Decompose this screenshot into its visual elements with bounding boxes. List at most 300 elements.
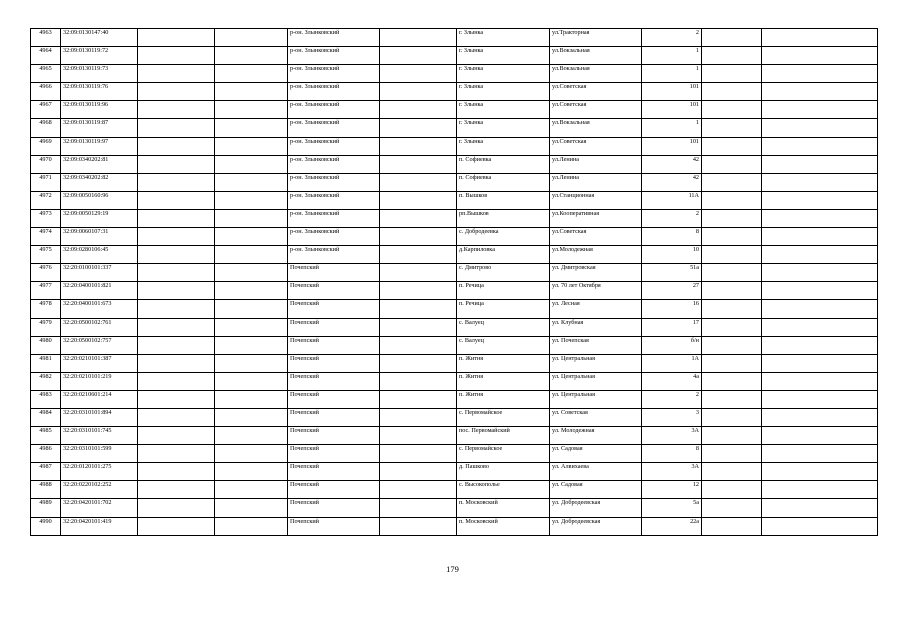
blank-cell [380,155,457,173]
table-row [31,499,878,517]
street-cell: ул.Кооперативная [550,209,642,227]
street-cell: ул. Центральная [550,354,642,372]
row-number-cell: 4976 [31,264,61,282]
district-cell: Почепский [288,264,380,282]
house-number-cell: 3 [642,408,702,426]
district-cell: Почепский [288,408,380,426]
district-cell: Почепский [288,445,380,463]
house-number-cell: 1 [642,119,702,137]
blank-cell [762,463,878,481]
blank-cell [215,282,288,300]
blank-cell [702,408,762,426]
cadastral-number-cell: 32:20:0500102:761 [61,318,138,336]
blank-cell [380,101,457,119]
district-cell: Почепский [288,354,380,372]
row-number-cell: 4964 [31,47,61,65]
table-row [31,83,878,101]
blank-cell [380,481,457,499]
table-row [31,264,878,282]
street-cell: ул.Вокзальная [550,47,642,65]
blank-cell [762,264,878,282]
blank-cell [762,517,878,535]
cadastral-number-cell: 32:20:0310101:599 [61,445,138,463]
table-row [31,246,878,264]
blank-cell [215,83,288,101]
blank-cell [380,228,457,246]
blank-cell [138,119,215,137]
house-number-cell: 42 [642,155,702,173]
blank-cell [215,354,288,372]
house-number-cell: 11А [642,191,702,209]
cadastral-number-cell: 32:09:0130119:96 [61,101,138,119]
settlement-cell: д. Пашково [457,463,550,481]
blank-cell [138,83,215,101]
cadastral-number-cell: 32:20:0400101:673 [61,300,138,318]
blank-cell [380,408,457,426]
street-cell: ул. Садовая [550,481,642,499]
blank-cell [215,264,288,282]
street-cell: ул.Вокзальная [550,65,642,83]
blank-cell [138,481,215,499]
house-number-cell: 2 [642,390,702,408]
blank-cell [702,47,762,65]
blank-cell [215,29,288,47]
house-number-cell: 3А [642,463,702,481]
table-body [31,29,878,536]
blank-cell [380,264,457,282]
blank-cell [138,65,215,83]
table-row [31,318,878,336]
settlement-cell: с. Первомайское [457,445,550,463]
table-row [31,282,878,300]
district-cell: Почепский [288,517,380,535]
house-number-cell: 51а [642,264,702,282]
blank-cell [138,155,215,173]
row-number-cell: 4982 [31,372,61,390]
blank-cell [762,481,878,499]
blank-cell [380,209,457,227]
blank-cell [380,137,457,155]
blank-cell [215,47,288,65]
district-cell: р-он. Злынковский [288,101,380,119]
blank-cell [380,390,457,408]
street-cell: ул.Ленина [550,155,642,173]
cadastral-number-cell: 32:20:0210101:387 [61,354,138,372]
street-cell: ул. Почепская [550,336,642,354]
cadastral-number-cell: 32:20:0400101:821 [61,282,138,300]
cadastral-number-cell: 32:09:0050160:96 [61,191,138,209]
blank-cell [380,427,457,445]
table-row [31,137,878,155]
settlement-cell: с. Первомайское [457,408,550,426]
blank-cell [215,228,288,246]
blank-cell [702,300,762,318]
blank-cell [215,300,288,318]
row-number-cell: 4963 [31,29,61,47]
settlement-cell: с. Валуец [457,318,550,336]
blank-cell [702,101,762,119]
settlement-cell: г. Злынка [457,83,550,101]
blank-cell [138,427,215,445]
settlement-cell: п. Московский [457,499,550,517]
blank-cell [762,173,878,191]
blank-cell [702,65,762,83]
settlement-cell: г. Злынка [457,119,550,137]
blank-cell [702,191,762,209]
blank-cell [138,209,215,227]
blank-cell [702,282,762,300]
blank-cell [215,372,288,390]
row-number-cell: 4968 [31,119,61,137]
blank-cell [380,173,457,191]
blank-cell [215,517,288,535]
house-number-cell: 8 [642,228,702,246]
row-number-cell: 4988 [31,481,61,499]
table-row [31,427,878,445]
blank-cell [380,463,457,481]
property-register-table [30,28,878,536]
street-cell: ул. Садовая [550,445,642,463]
house-number-cell: 22а [642,517,702,535]
cadastral-number-cell: 32:09:0280106:45 [61,246,138,264]
row-number-cell: 4974 [31,228,61,246]
blank-cell [138,372,215,390]
table-row [31,155,878,173]
blank-cell [215,463,288,481]
blank-cell [138,445,215,463]
settlement-cell: п. Речица [457,300,550,318]
blank-cell [702,228,762,246]
table-row [31,336,878,354]
blank-cell [215,209,288,227]
blank-cell [702,372,762,390]
blank-cell [762,65,878,83]
row-number-cell: 4981 [31,354,61,372]
street-cell: ул. Лесная [550,300,642,318]
settlement-cell: г. Злынка [457,101,550,119]
blank-cell [138,47,215,65]
street-cell: ул. Клубная [550,318,642,336]
house-number-cell: 4а [642,372,702,390]
table-row [31,191,878,209]
blank-cell [138,300,215,318]
blank-cell [380,499,457,517]
street-cell: ул.Советская [550,83,642,101]
blank-cell [762,228,878,246]
cadastral-number-cell: 32:09:0130119:76 [61,83,138,101]
table-row [31,47,878,65]
blank-cell [215,191,288,209]
blank-cell [762,372,878,390]
cadastral-number-cell: 32:20:0210601:214 [61,390,138,408]
blank-cell [380,29,457,47]
street-cell: ул. 70 лет Октября [550,282,642,300]
row-number-cell: 4985 [31,427,61,445]
settlement-cell: с. Дмитрово [457,264,550,282]
cadastral-number-cell: 32:09:0060107:31 [61,228,138,246]
district-cell: Почепский [288,372,380,390]
row-number-cell: 4967 [31,101,61,119]
house-number-cell: 101 [642,137,702,155]
settlement-cell: с. Высокополье [457,481,550,499]
street-cell: ул.Советская [550,228,642,246]
blank-cell [380,517,457,535]
street-cell: ул.Советская [550,137,642,155]
row-number-cell: 4983 [31,390,61,408]
house-number-cell: 16 [642,300,702,318]
blank-cell [762,246,878,264]
table-row [31,101,878,119]
blank-cell [215,427,288,445]
blank-cell [215,246,288,264]
blank-cell [215,173,288,191]
blank-cell [380,372,457,390]
blank-cell [138,499,215,517]
street-cell: ул. Молодежная [550,427,642,445]
blank-cell [215,101,288,119]
blank-cell [762,445,878,463]
district-cell: Почепский [288,390,380,408]
cadastral-number-cell: 32:20:0210101:219 [61,372,138,390]
blank-cell [762,29,878,47]
blank-cell [138,137,215,155]
street-cell: ул.Тракторная [550,29,642,47]
row-number-cell: 4975 [31,246,61,264]
district-cell: Почепский [288,499,380,517]
row-number-cell: 4986 [31,445,61,463]
blank-cell [215,445,288,463]
table-row [31,173,878,191]
blank-cell [702,390,762,408]
blank-cell [215,155,288,173]
house-number-cell: 12 [642,481,702,499]
blank-cell [215,318,288,336]
district-cell: Почепский [288,336,380,354]
settlement-cell: с. Добродеевка [457,228,550,246]
district-cell: р-он. Злынковский [288,137,380,155]
row-number-cell: 4978 [31,300,61,318]
cadastral-number-cell: 32:09:0130119:73 [61,65,138,83]
house-number-cell: 101 [642,101,702,119]
blank-cell [702,246,762,264]
settlement-cell: г. Злынка [457,137,550,155]
cadastral-number-cell: 32:09:0130119:97 [61,137,138,155]
street-cell: ул. Центральная [550,390,642,408]
blank-cell [762,47,878,65]
blank-cell [702,83,762,101]
table-row [31,481,878,499]
blank-cell [762,137,878,155]
settlement-cell: п. Софиевка [457,173,550,191]
row-number-cell: 4979 [31,318,61,336]
row-number-cell: 4973 [31,209,61,227]
row-number-cell: 4965 [31,65,61,83]
blank-cell [702,463,762,481]
blank-cell [380,336,457,354]
blank-cell [215,481,288,499]
blank-cell [702,119,762,137]
blank-cell [762,83,878,101]
district-cell: р-он. Злынковский [288,209,380,227]
page-number: 179 [446,564,459,574]
settlement-cell: г. Злынка [457,65,550,83]
street-cell: ул.Молодежная [550,246,642,264]
blank-cell [762,209,878,227]
blank-cell [762,300,878,318]
cadastral-number-cell: 32:09:0130119:87 [61,119,138,137]
blank-cell [138,318,215,336]
street-cell: ул.Советская [550,101,642,119]
district-cell: Почепский [288,318,380,336]
blank-cell [762,101,878,119]
blank-cell [762,427,878,445]
house-number-cell: 2 [642,29,702,47]
street-cell: ул. Добродеевская [550,499,642,517]
cadastral-number-cell: 32:09:0130119:72 [61,47,138,65]
settlement-cell: г. Злынка [457,29,550,47]
street-cell: ул. Дмитровская [550,264,642,282]
blank-cell [702,264,762,282]
blank-cell [380,354,457,372]
district-cell: Почепский [288,427,380,445]
table-row [31,300,878,318]
blank-cell [215,499,288,517]
house-number-cell: 5а [642,499,702,517]
street-cell: ул.Вокзальная [550,119,642,137]
district-cell: р-он. Злынковский [288,83,380,101]
blank-cell [138,354,215,372]
district-cell: р-он. Злынковский [288,246,380,264]
blank-cell [702,499,762,517]
house-number-cell: 17 [642,318,702,336]
table-row [31,29,878,47]
blank-cell [762,390,878,408]
district-cell: р-он. Злынковский [288,29,380,47]
blank-cell [380,300,457,318]
district-cell: р-он. Злынковский [288,191,380,209]
district-cell: Почепский [288,481,380,499]
house-number-cell: 2 [642,209,702,227]
blank-cell [215,119,288,137]
blank-cell [762,191,878,209]
row-number-cell: 4966 [31,83,61,101]
blank-cell [138,29,215,47]
blank-cell [702,318,762,336]
table-row [31,228,878,246]
blank-cell [138,390,215,408]
row-number-cell: 4989 [31,499,61,517]
blank-cell [762,499,878,517]
blank-cell [702,517,762,535]
blank-cell [215,390,288,408]
blank-cell [702,336,762,354]
blank-cell [380,282,457,300]
blank-cell [138,101,215,119]
settlement-cell: рп.Вышков [457,209,550,227]
house-number-cell: 1А [642,354,702,372]
settlement-cell: пос. Первомайский [457,427,550,445]
blank-cell [380,318,457,336]
settlement-cell: п. Вышков [457,191,550,209]
house-number-cell: 101 [642,83,702,101]
blank-cell [762,336,878,354]
district-cell: р-он. Злынковский [288,119,380,137]
blank-cell [380,246,457,264]
row-number-cell: 4984 [31,408,61,426]
district-cell: р-он. Злынковский [288,155,380,173]
blank-cell [380,47,457,65]
blank-cell [380,119,457,137]
cadastral-number-cell: 32:09:0050129:19 [61,209,138,227]
blank-cell [380,65,457,83]
blank-cell [702,445,762,463]
cadastral-number-cell: 32:20:0310101:894 [61,408,138,426]
table-row [31,354,878,372]
cadastral-number-cell: 32:20:0420101:419 [61,517,138,535]
blank-cell [138,264,215,282]
blank-cell [702,155,762,173]
row-number-cell: 4990 [31,517,61,535]
district-cell: р-он. Злынковский [288,47,380,65]
blank-cell [762,282,878,300]
blank-cell [702,29,762,47]
blank-cell [380,445,457,463]
blank-cell [762,155,878,173]
table-row [31,408,878,426]
cadastral-number-cell: 32:09:0130147:40 [61,29,138,47]
table-row [31,463,878,481]
blank-cell [762,119,878,137]
settlement-cell: д.Карпиловка [457,246,550,264]
settlement-cell: п. Житня [457,354,550,372]
cadastral-number-cell: 32:09:0340202:81 [61,155,138,173]
blank-cell [380,191,457,209]
blank-cell [138,408,215,426]
row-number-cell: 4970 [31,155,61,173]
blank-cell [702,481,762,499]
table-row [31,209,878,227]
table-row [31,119,878,137]
blank-cell [215,65,288,83]
blank-cell [138,228,215,246]
blank-cell [702,427,762,445]
house-number-cell: 42 [642,173,702,191]
cadastral-number-cell: 32:20:0220102:252 [61,481,138,499]
settlement-cell: г. Злынка [457,47,550,65]
district-cell: Почепский [288,300,380,318]
street-cell: ул.Ленина [550,173,642,191]
street-cell: ул. Добродеевская [550,517,642,535]
table-row [31,65,878,83]
blank-cell [138,463,215,481]
blank-cell [702,137,762,155]
blank-cell [702,173,762,191]
row-number-cell: 4971 [31,173,61,191]
house-number-cell: 3А [642,427,702,445]
house-number-cell: 1 [642,65,702,83]
row-number-cell: 4987 [31,463,61,481]
settlement-cell: п. Софиевка [457,155,550,173]
settlement-cell: п. Житня [457,390,550,408]
blank-cell [215,137,288,155]
blank-cell [762,354,878,372]
table-row [31,372,878,390]
blank-cell [138,282,215,300]
table-row [31,445,878,463]
district-cell: р-он. Злынковский [288,65,380,83]
settlement-cell: с. Валуец [457,336,550,354]
table-row [31,390,878,408]
